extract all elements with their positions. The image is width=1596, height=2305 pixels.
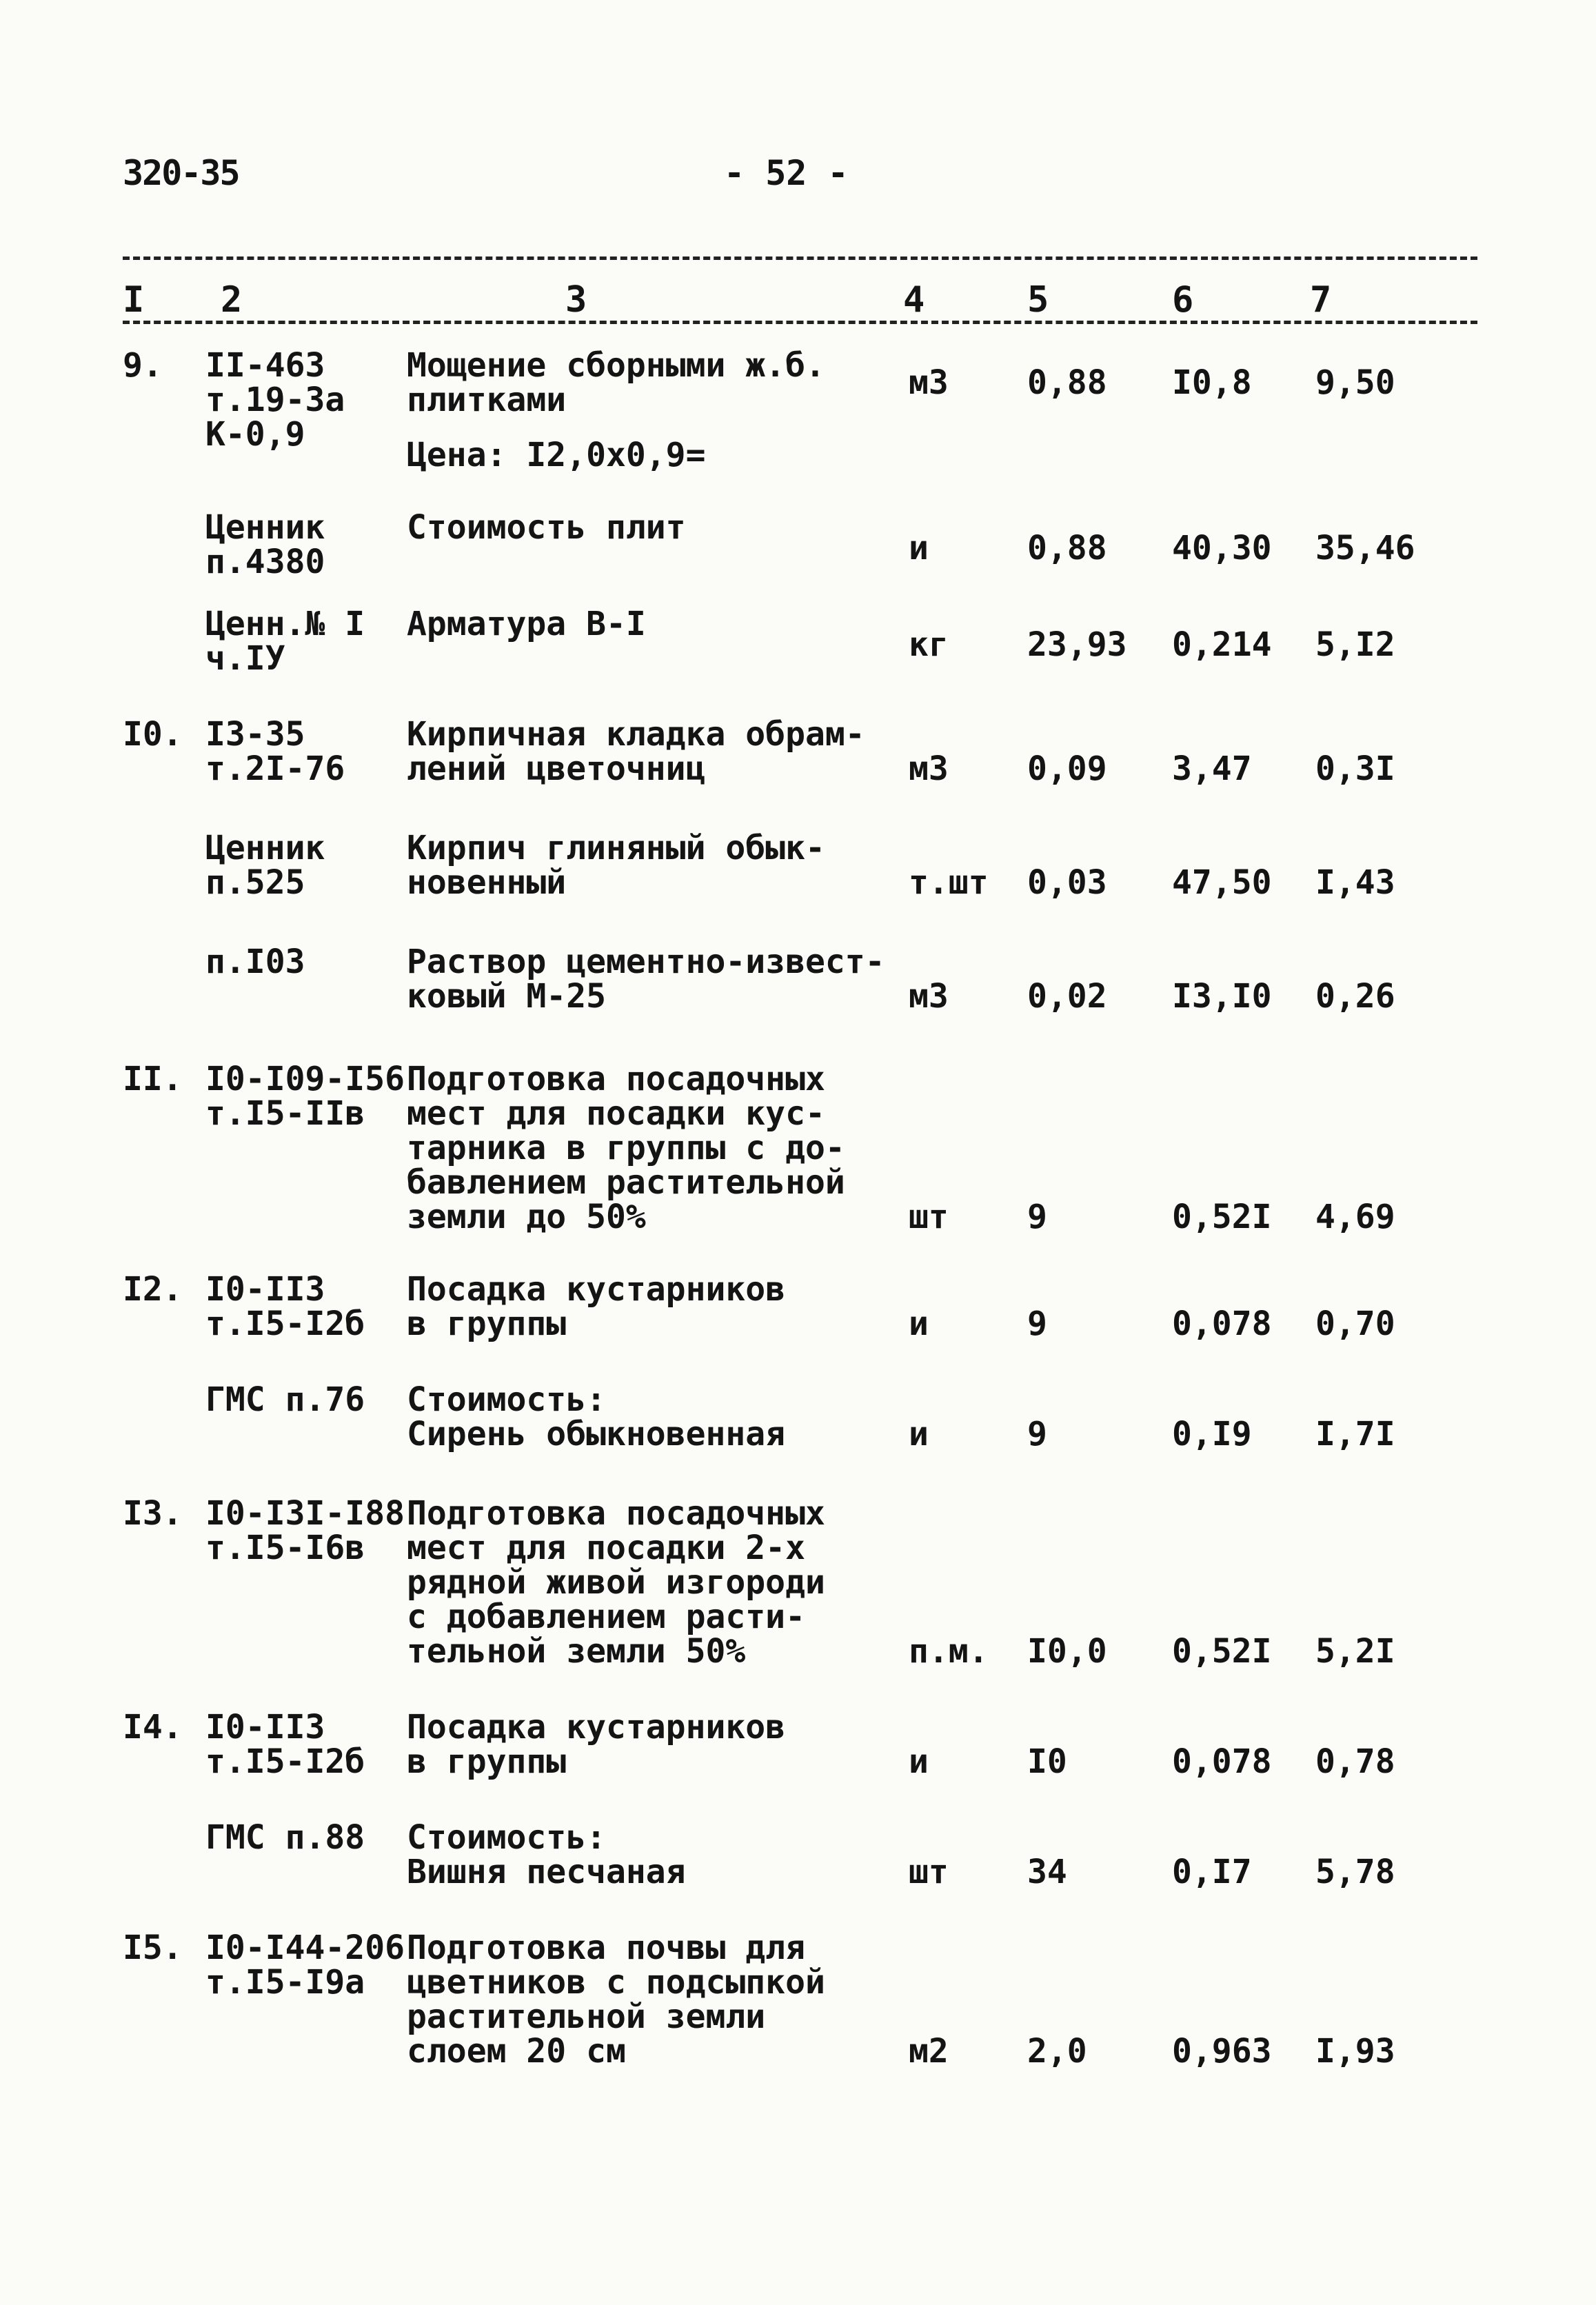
norm-code: [205, 945, 305, 979]
unit: т.шт: [909, 863, 989, 902]
item-number: I3.: [123, 1494, 183, 1533]
unit-price: 0,52I: [1172, 1198, 1272, 1236]
work-description-line: Подготовка почвы для: [407, 1929, 805, 1967]
unit-price: 0,963: [1172, 2032, 1272, 2071]
work-description-line: Стоимость:: [407, 1818, 606, 1857]
unit: и: [909, 529, 929, 567]
norm-code-line: п.4380: [205, 543, 325, 581]
quantity: I0: [1027, 1742, 1067, 1781]
document-code: 320-35: [123, 153, 239, 193]
norm-code: [205, 1496, 405, 1565]
unit: м3: [909, 977, 949, 1016]
total-cost: 0,3I: [1315, 749, 1395, 788]
unit-price: 0,I7: [1172, 1853, 1252, 1891]
column-header-4: 4: [903, 279, 925, 321]
total-cost: I,93: [1315, 2032, 1395, 2071]
work-description: [407, 1272, 785, 1341]
quantity: 2,0: [1027, 2032, 1087, 2071]
total-cost: 4,69: [1315, 1198, 1395, 1236]
column-header-1: I: [123, 279, 145, 321]
norm-code-line: I0-I44-206: [205, 1929, 405, 1967]
norm-code-line: п.525: [205, 863, 305, 902]
total-cost: 5,78: [1315, 1853, 1395, 1891]
unit-price: 47,50: [1172, 863, 1272, 902]
norm-code-line: т.I5-I9а: [205, 1963, 365, 2002]
work-description-line: тарника в группы с до-: [407, 1129, 845, 1167]
work-description: [407, 1710, 785, 1779]
unit: м3: [909, 749, 949, 788]
unit: шт: [909, 1853, 949, 1891]
unit-price: 0,214: [1172, 625, 1272, 664]
column-header-5: 5: [1027, 279, 1049, 321]
work-description-line: Вишня песчаная: [407, 1853, 686, 1891]
quantity: 0,88: [1027, 529, 1107, 567]
item-number: I0.: [123, 715, 183, 754]
unit-price: 0,078: [1172, 1742, 1272, 1781]
norm-code-line: I3-35: [205, 715, 305, 754]
unit: п.м.: [909, 1632, 989, 1671]
total-cost: 0,70: [1315, 1305, 1395, 1343]
quantity: 9: [1027, 1198, 1047, 1236]
norm-code-line: т.I5-I6в: [205, 1529, 365, 1567]
unit: м3: [909, 363, 949, 402]
norm-code: [205, 717, 345, 786]
total-cost: 35,46: [1315, 529, 1415, 567]
norm-code-line: т.I5-I2б: [205, 1305, 365, 1343]
total-cost: I,7I: [1315, 1415, 1395, 1453]
norm-code: [205, 1710, 365, 1779]
norm-code: [205, 1931, 405, 2000]
unit-price: 0,I9: [1172, 1415, 1252, 1453]
total-cost: 5,I2: [1315, 625, 1395, 664]
column-header-2: 2: [221, 279, 243, 321]
norm-code-line: I0-II3: [205, 1270, 325, 1309]
work-description-line: Кирпич глиняный обык-: [407, 829, 825, 867]
norm-code: [205, 607, 365, 676]
unit: шт: [909, 1198, 949, 1236]
norm-code-line: Ценн.№ I: [205, 605, 365, 643]
work-description: [407, 1496, 825, 1669]
norm-code-line: т.I5-IIв: [205, 1094, 365, 1133]
work-description-line: с добавлением расти-: [407, 1598, 805, 1636]
norm-code-line: ч.IУ: [205, 639, 285, 678]
unit-price: 0,078: [1172, 1305, 1272, 1343]
unit: и: [909, 1742, 929, 1781]
work-description: [407, 607, 646, 641]
quantity: 0,02: [1027, 977, 1107, 1016]
work-description-line: тельной земли 50%: [407, 1632, 746, 1671]
work-description-line: рядной живой изгороди: [407, 1563, 825, 1602]
norm-code-line: т.2I-76: [205, 749, 345, 788]
item-number: I4.: [123, 1708, 183, 1747]
norm-code: [205, 1382, 365, 1417]
work-description-line: плитками: [407, 381, 567, 419]
work-description-line: Цена: I2,0х0,9=: [407, 436, 706, 474]
work-description-line: слоем 20 см: [407, 2032, 626, 2071]
norm-code-line: ГМС п.76: [205, 1380, 365, 1419]
work-description: [407, 831, 825, 900]
work-description-line: Кирпичная кладка обрам-: [407, 715, 865, 754]
work-description: [407, 1820, 686, 1889]
total-cost: 0,78: [1315, 1742, 1395, 1781]
quantity: 34: [1027, 1853, 1067, 1891]
work-description-line: Арматура В-I: [407, 605, 646, 643]
item-number: I5.: [123, 1929, 183, 1967]
norm-code-line: т.19-3а: [205, 381, 345, 419]
norm-code-line: II-463: [205, 346, 325, 385]
work-description-line: бавлением растительной: [407, 1163, 845, 1202]
unit-price: 0,52I: [1172, 1632, 1272, 1671]
norm-code: [205, 1062, 405, 1131]
work-description: [407, 945, 885, 1014]
work-description-line: Стоимость:: [407, 1380, 606, 1419]
work-description-line: цветников с подсыпкой: [407, 1963, 825, 2002]
work-description-line: Посадка кустарников: [407, 1270, 786, 1309]
norm-code: [205, 348, 345, 452]
work-description-line: Подготовка посадочных: [407, 1060, 825, 1098]
work-description-line: Стоимость плит: [407, 508, 686, 547]
work-description-line: в группы: [407, 1305, 567, 1343]
norm-code-line: I0-I09-I56: [205, 1060, 405, 1098]
work-description-line: Сирень обыкновенная: [407, 1415, 786, 1453]
total-cost: 0,26: [1315, 977, 1395, 1016]
work-description-line: лений цветочниц: [407, 749, 706, 788]
work-description: [407, 1931, 825, 2069]
total-cost: 5,2I: [1315, 1632, 1395, 1671]
quantity: 9: [1027, 1305, 1047, 1343]
norm-code-line: I0-I3I-I88: [205, 1494, 405, 1533]
norm-code-line: Ценник: [205, 508, 325, 547]
work-description-line: Подготовка посадочных: [407, 1494, 825, 1533]
quantity: 9: [1027, 1415, 1047, 1453]
quantity: I0,0: [1027, 1632, 1107, 1671]
norm-code: [205, 1820, 365, 1855]
norm-code-line: I0-II3: [205, 1708, 325, 1747]
work-description-line: ковый М-25: [407, 977, 606, 1016]
work-description-line: новенный: [407, 863, 567, 902]
work-description-line: Раствор цементно-извест-: [407, 943, 885, 981]
item-number: II.: [123, 1060, 183, 1098]
work-description-line: Мощение сборными ж.б.: [407, 346, 825, 385]
item-number: 9.: [123, 346, 163, 385]
total-cost: 9,50: [1315, 363, 1395, 402]
work-description: [407, 348, 825, 472]
unit-price: 40,30: [1172, 529, 1272, 567]
work-description-line: мест для посадки кус-: [407, 1094, 825, 1133]
unit-price: 3,47: [1172, 749, 1252, 788]
unit: и: [909, 1415, 929, 1453]
column-header-7: 7: [1310, 279, 1332, 321]
page-number: - 52 -: [724, 153, 849, 193]
table-top-rule: [123, 256, 1477, 260]
work-description-line: мест для посадки 2-х: [407, 1529, 805, 1567]
quantity: 23,93: [1027, 625, 1127, 664]
quantity: 0,88: [1027, 363, 1107, 402]
work-description: [407, 1382, 785, 1451]
norm-code: [205, 831, 325, 900]
norm-code-line: п.I03: [205, 943, 305, 981]
work-description: [407, 717, 865, 786]
unit: и: [909, 1305, 929, 1343]
work-description-line: Посадка кустарников: [407, 1708, 786, 1747]
norm-code: [205, 510, 325, 579]
norm-code-line: Ценник: [205, 829, 325, 867]
unit: м2: [909, 2032, 949, 2071]
item-number: I2.: [123, 1270, 183, 1309]
work-description-line: земли до 50%: [407, 1198, 646, 1236]
work-description: [407, 510, 686, 545]
norm-code: [205, 1272, 365, 1341]
work-description-line: в группы: [407, 1742, 567, 1781]
unit-price: I0,8: [1172, 363, 1252, 402]
column-header-6: 6: [1172, 279, 1194, 321]
work-description: [407, 1062, 845, 1234]
work-description-line: растительной земли: [407, 1997, 766, 2036]
norm-code-line: т.I5-I2б: [205, 1742, 365, 1781]
unit-price: I3,I0: [1172, 977, 1272, 1016]
total-cost: I,43: [1315, 863, 1395, 902]
unit: кг: [909, 625, 949, 664]
quantity: 0,03: [1027, 863, 1107, 902]
norm-code-line: К-0,9: [205, 415, 305, 454]
quantity: 0,09: [1027, 749, 1107, 788]
column-header-3: 3: [565, 279, 587, 321]
norm-code-line: ГМС п.88: [205, 1818, 365, 1857]
table-header-rule: [123, 321, 1477, 324]
